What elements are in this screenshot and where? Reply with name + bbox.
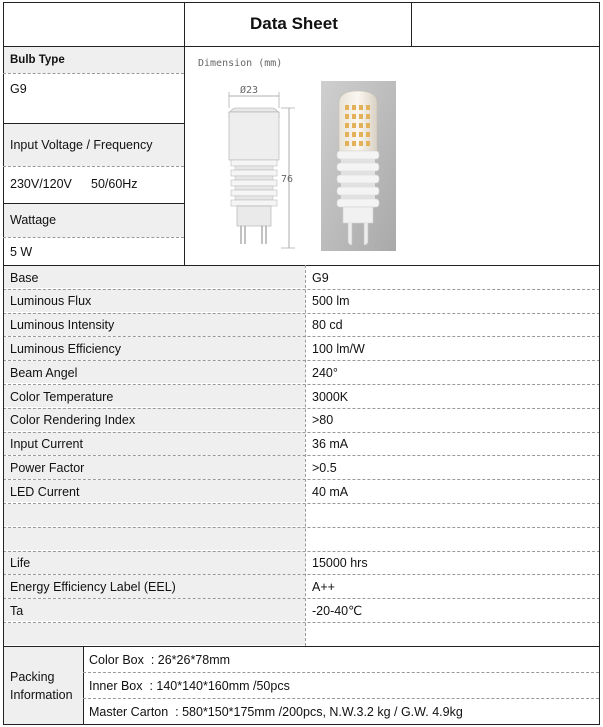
spec-row-line (3, 336, 600, 337)
spec-label: Power Factor (10, 460, 85, 475)
packing-divider (83, 646, 84, 724)
spec-value: G9 (312, 270, 329, 285)
spec-value-cell (306, 360, 599, 384)
packing-label-line2: Information (10, 688, 73, 702)
spec-row-line (3, 313, 600, 314)
spec-value: A++ (312, 579, 335, 594)
bulb-photo (321, 81, 396, 251)
bulb-dimension-drawing (215, 78, 305, 258)
spec-label: Input Current (10, 437, 83, 452)
spec-label: Life (10, 556, 31, 571)
spec-row-line (3, 503, 600, 504)
bulb-type-value: G9 (10, 82, 27, 96)
spec-value: 3000K (312, 389, 349, 404)
spec-value-cell (306, 289, 599, 313)
spec-value: 15000 hrs (312, 556, 368, 571)
spec-label: Base (10, 270, 39, 285)
spec-row (4, 623, 305, 646)
header-empty-cell-right (412, 2, 600, 46)
spec-value-cell (306, 527, 599, 551)
packing-color-box: Color Box : 26*26*78mm (89, 653, 231, 667)
wattage-value: 5 W (10, 245, 33, 259)
spec-value-cell (306, 503, 599, 527)
spec-row (4, 527, 305, 550)
spec-label: Luminous Efficiency (10, 341, 121, 356)
packing-label-line1: Packing (10, 670, 55, 684)
spec-row-line (3, 622, 600, 623)
header-bottom (3, 46, 600, 47)
spec-row-line (3, 527, 600, 528)
spec-value-cell (306, 622, 599, 646)
spec-label: Beam Angel (10, 365, 78, 380)
spec-value-cell (306, 455, 599, 479)
spec-row-line (3, 455, 600, 456)
spec-value: 40 mA (312, 484, 349, 499)
spec-label: Luminous Flux (10, 294, 92, 309)
wattage-label: Wattage (10, 213, 57, 227)
spec-value: >80 (312, 413, 334, 428)
spec-label: Luminous Intensity (10, 318, 115, 333)
page-title: Data Sheet (250, 14, 338, 33)
voltage-label: Input Voltage / Frequency (10, 138, 153, 152)
bulb-type-label: Bulb Type (10, 54, 65, 66)
frame-right (599, 2, 600, 724)
frame-bottom (3, 724, 600, 725)
packing-top (3, 646, 600, 647)
spec-value: 240° (312, 365, 338, 380)
spec-row (4, 266, 305, 289)
spec-row-line (3, 360, 600, 361)
frame-top (3, 2, 600, 3)
frame-left (3, 2, 4, 724)
diameter-label: Ø23 (240, 85, 259, 96)
header-div-2 (411, 2, 412, 46)
voltage-value: 230V/120V (10, 177, 72, 191)
row-line-3 (3, 166, 184, 167)
header-div-1 (184, 2, 185, 46)
dimension-label: Dimension (mm) (198, 58, 283, 69)
packing-row-line-2 (83, 698, 599, 699)
spec-row-line (3, 479, 600, 480)
spec-label: LED Current (10, 484, 80, 499)
row-line-5 (3, 237, 184, 238)
row-line-1 (3, 73, 184, 74)
spec-value: 500 lm (312, 294, 350, 309)
spec-value: >0.5 (312, 460, 337, 475)
spec-table-divider (305, 265, 306, 646)
spec-value-cell (306, 574, 599, 598)
spec-row (4, 551, 305, 574)
spec-value: 100 lm/W (312, 341, 365, 356)
spec-label: Color Rendering Index (10, 413, 136, 428)
spec-value-cell (306, 408, 599, 432)
spec-value: 36 mA (312, 437, 349, 452)
spec-value-cell (306, 384, 599, 408)
packing-row-line-1 (83, 672, 599, 673)
spec-row-line (3, 432, 600, 433)
spec-row-line (3, 289, 600, 290)
spec-row (4, 599, 305, 622)
spec-value: -20-40℃ (312, 603, 363, 618)
spec-row-line (3, 384, 600, 385)
spec-row-line (3, 551, 600, 552)
spec-row-line (3, 408, 600, 409)
packing-master-carton: Master Carton : 580*150*175mm /200pcs, N.W.3.2 kg / G.W. 4.9kg (89, 705, 463, 719)
row-line-2 (3, 123, 184, 124)
spec-value-cell (306, 265, 599, 289)
top-section-divider (184, 46, 185, 265)
packing-label-cell (3, 646, 83, 724)
spec-value-cell (306, 432, 599, 456)
spec-row-line (3, 574, 600, 575)
spec-row (4, 504, 305, 527)
top-section-bottom (3, 265, 600, 266)
height-label: 76 (281, 174, 294, 185)
spec-label: Energy Efficiency Label (EEL) (10, 579, 176, 594)
row-line-4 (3, 203, 184, 204)
spec-value: 80 cd (312, 318, 343, 333)
spec-value-cell (306, 313, 599, 337)
spec-row-line (3, 598, 600, 599)
frequency-value: 50/60Hz (91, 177, 138, 191)
spec-value-cell (306, 479, 599, 503)
spec-label: Color Temperature (10, 389, 114, 404)
packing-inner-box: Inner Box : 140*140*160mm /50pcs (89, 679, 290, 693)
header-empty-cell-left (3, 2, 184, 46)
spec-label: Ta (10, 603, 24, 618)
